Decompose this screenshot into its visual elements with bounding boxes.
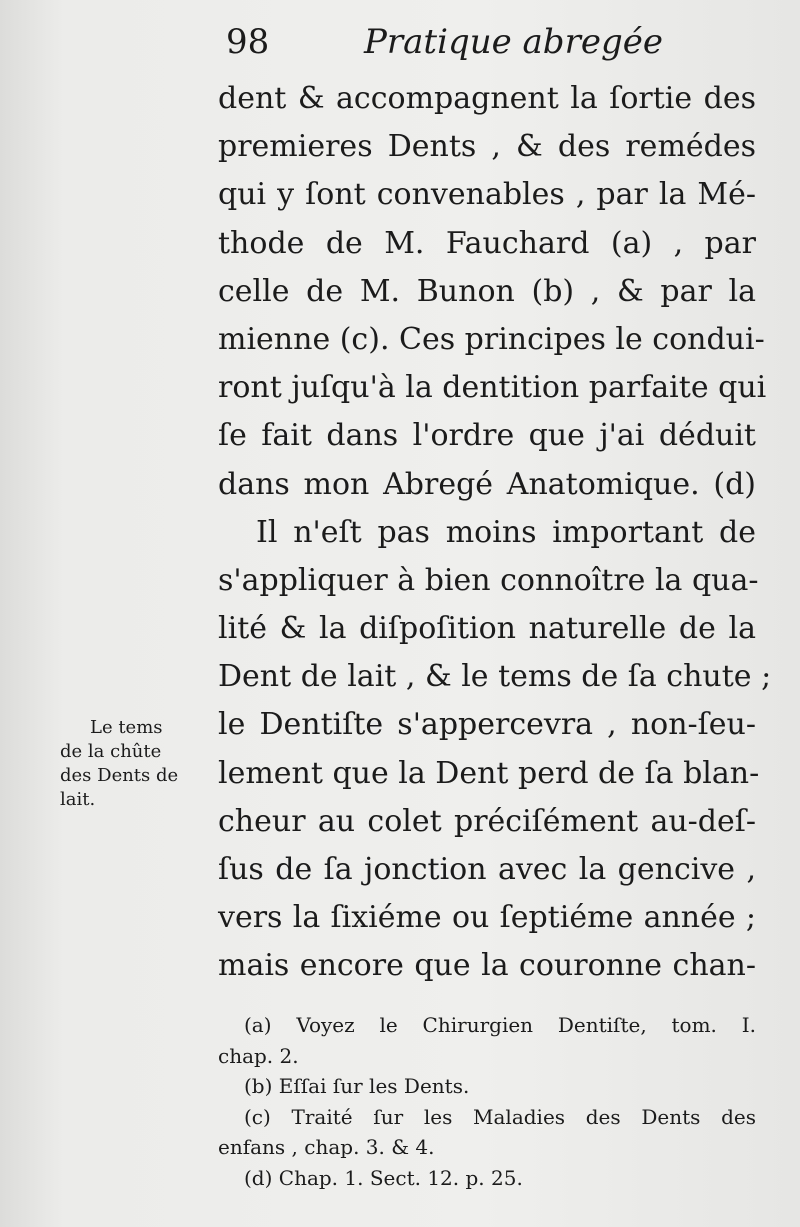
text-line: thode de M. Fauchard (a) , par <box>218 225 756 261</box>
margin-note-line: lait. <box>60 789 96 810</box>
text-line: le Dentiſte s'appercevra , non-ſeu- <box>218 707 756 743</box>
page-header <box>222 14 762 70</box>
text-line: celle de M. Bunon (b) , & par la <box>218 273 756 309</box>
page-number: 98 <box>226 22 270 62</box>
running-title: Pratique abregée <box>364 22 663 62</box>
footnotes <box>218 1010 756 1193</box>
text-line: ſus de ſa jonction avec la gencive , <box>218 852 756 887</box>
text-line: premieres Dents , & des remédes <box>218 129 756 165</box>
text-line: dans mon Abregé Anatomique. (d) <box>218 466 756 502</box>
text-line: ſe fait dans l'ordre que j'ai déduit <box>218 418 756 454</box>
margin-note-line: Le tems <box>90 717 163 738</box>
margin-note-line: de la chûte <box>60 741 162 762</box>
text-line: cheur au colet préciſément au-deſ- <box>218 803 756 839</box>
text-line: Dent de lait , & le tems de ſa chute ; <box>218 659 772 695</box>
footnote-line: (d) Chap. 1. Sect. 12. p. 25. <box>244 1165 523 1190</box>
margin-note-line: des Dents de <box>60 765 179 786</box>
footnote-line: (a) Voyez le Chirurgien Dentiſte, tom. I. <box>244 1013 756 1037</box>
text-line: Il n'eſt pas moins important de <box>256 514 756 550</box>
text-line: s'appliquer à bien connoître la qua- <box>218 562 759 598</box>
footnote-line: enfans , chap. 3. & 4. <box>218 1135 435 1159</box>
text-line: qui y ſont convenables , par la Mé- <box>218 177 756 213</box>
footnote-line: (b) Eſſai ſur les Dents. <box>244 1074 470 1098</box>
text-line: mais encore que la couronne chan- <box>218 948 756 984</box>
footnote-line: (c) Traité ſur les Maladies des Dents des <box>244 1104 756 1129</box>
text-line: lité & la diſpoſition naturelle de la <box>218 611 756 647</box>
text-line: ront juſqu'à la dentition parfaite qui <box>218 370 767 406</box>
text-line: lement que la Dent perd de ſa blan- <box>218 755 760 791</box>
text-line: vers la ſixiéme ou ſeptiéme année ; <box>218 900 756 936</box>
margin-note <box>60 716 210 812</box>
text-line: dent & accompagnent la ſortie des <box>218 81 756 116</box>
footnote-line: chap. 2. <box>218 1043 299 1068</box>
body-text <box>218 75 772 991</box>
text-line: mienne (c). Ces principes le condui- <box>218 321 765 357</box>
